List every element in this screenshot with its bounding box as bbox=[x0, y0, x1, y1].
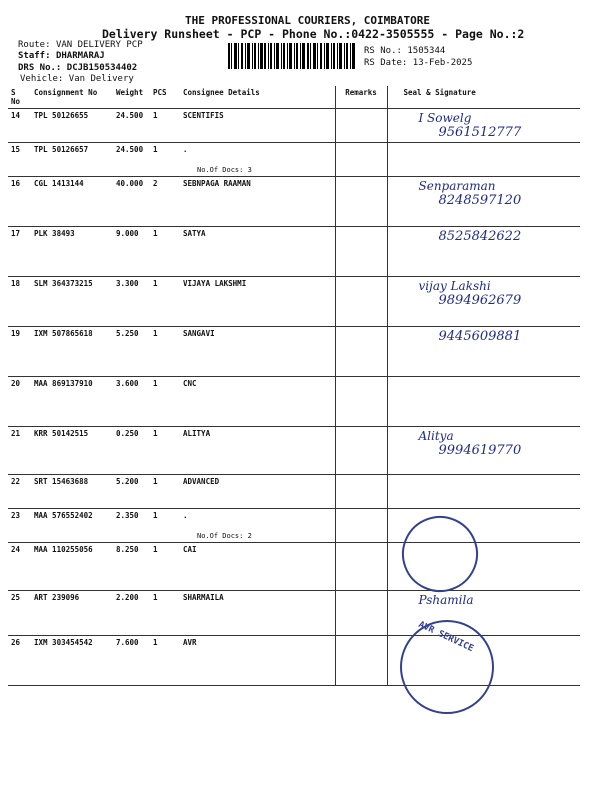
cell-signature bbox=[387, 377, 580, 427]
table-body bbox=[8, 109, 580, 686]
col-signature-header: Seal & Signature bbox=[387, 86, 580, 109]
cell-remarks bbox=[335, 227, 387, 277]
cell-pcs: 1 bbox=[150, 327, 180, 377]
cell-consignee bbox=[180, 377, 335, 427]
docs-count: No.Of Docs: 2 bbox=[197, 532, 252, 540]
consignee-name: SHARMAILA bbox=[183, 593, 224, 602]
cell-sno: 21 bbox=[8, 427, 31, 475]
table-row bbox=[8, 509, 580, 543]
table-row bbox=[8, 227, 580, 277]
cell-pcs: 1 bbox=[150, 143, 180, 177]
rs-date-value: 13-Feb-2025 bbox=[412, 58, 473, 68]
cell-signature bbox=[387, 143, 580, 177]
cell-sno: 19 bbox=[8, 327, 31, 377]
company-title: THE PROFESSIONAL COURIERS, COIMBATORE bbox=[185, 14, 431, 27]
cell-consignment: SLM 364373215 bbox=[31, 277, 113, 327]
cell-signature bbox=[387, 427, 580, 475]
service-stamp-text: AVR SERVICE bbox=[416, 619, 475, 655]
consignee-name: SEBNPAGA RAAMAN bbox=[183, 179, 251, 188]
cell-consignee bbox=[180, 509, 335, 543]
cell-weight: 7.600 bbox=[113, 636, 150, 686]
cell-remarks bbox=[335, 377, 387, 427]
col-remarks-header: Remarks bbox=[335, 86, 387, 109]
cell-pcs: 1 bbox=[150, 509, 180, 543]
cell-weight: 8.250 bbox=[113, 543, 150, 591]
cell-signature bbox=[387, 109, 580, 143]
cell-sno: 14 bbox=[8, 109, 31, 143]
table-row bbox=[8, 543, 580, 591]
vehicle-value: Van Delivery bbox=[68, 74, 134, 84]
cell-pcs: 1 bbox=[150, 636, 180, 686]
cell-sno: 20 bbox=[8, 377, 31, 427]
cell-sno: 25 bbox=[8, 591, 31, 636]
staff-line bbox=[18, 51, 105, 61]
cell-weight: 0.250 bbox=[113, 427, 150, 475]
cell-consignee bbox=[180, 543, 335, 591]
cell-sno: 18 bbox=[8, 277, 31, 327]
rs-date-line bbox=[364, 58, 472, 68]
col-consignment-header: Consignment No bbox=[31, 86, 113, 109]
cell-weight: 24.500 bbox=[113, 109, 150, 143]
route-label: Route: bbox=[18, 40, 51, 50]
signature-text: I Sowelg bbox=[418, 111, 472, 125]
cell-signature bbox=[387, 177, 580, 227]
consignee-name: SANGAVI bbox=[183, 329, 215, 338]
cell-consignee bbox=[180, 427, 335, 475]
cell-weight: 2.350 bbox=[113, 509, 150, 543]
cell-remarks bbox=[335, 509, 387, 543]
consignee-name: ALITYA bbox=[183, 429, 211, 438]
cell-sno: 15 bbox=[8, 143, 31, 177]
cell-consignee bbox=[180, 177, 335, 227]
cell-consignee bbox=[180, 636, 335, 686]
cell-sno: 17 bbox=[8, 227, 31, 277]
vehicle-line bbox=[20, 74, 134, 84]
cell-remarks bbox=[335, 327, 387, 377]
cell-pcs: 1 bbox=[150, 427, 180, 475]
rs-no-value: 1505344 bbox=[407, 46, 446, 56]
drs-label: DRS No.: bbox=[18, 63, 62, 73]
cell-consignment: MAA 576552402 bbox=[31, 509, 113, 543]
cell-weight: 9.000 bbox=[113, 227, 150, 277]
cell-consignee bbox=[180, 109, 335, 143]
cell-sno: 22 bbox=[8, 475, 31, 509]
cell-weight: 2.200 bbox=[113, 591, 150, 636]
cell-remarks bbox=[335, 109, 387, 143]
cell-sno: 16 bbox=[8, 177, 31, 227]
cell-consignment: PLK 38493 bbox=[31, 227, 113, 277]
cell-weight: 3.300 bbox=[113, 277, 150, 327]
cell-consignment: TPL 50126655 bbox=[31, 109, 113, 143]
drs-value: DCJB150534402 bbox=[66, 63, 138, 73]
table-row bbox=[8, 377, 580, 427]
table-row bbox=[8, 475, 580, 509]
cell-pcs: 2 bbox=[150, 177, 180, 227]
cell-signature bbox=[387, 227, 580, 277]
cell-weight: 24.500 bbox=[113, 143, 150, 177]
runsheet-subtitle: Delivery Runsheet - PCP - Phone No.:0422-3505555 - Page No.:2 bbox=[102, 27, 525, 41]
cell-consignee bbox=[180, 143, 335, 177]
cell-consignee bbox=[180, 227, 335, 277]
table-row bbox=[8, 636, 580, 686]
cell-remarks bbox=[335, 277, 387, 327]
cell-pcs: 1 bbox=[150, 591, 180, 636]
consignee-name: CNC bbox=[183, 379, 197, 388]
cell-pcs: 1 bbox=[150, 277, 180, 327]
signature-text: Alitya bbox=[418, 429, 454, 443]
cell-signature bbox=[387, 475, 580, 509]
table-row bbox=[8, 277, 580, 327]
signature-text: Senparaman bbox=[418, 179, 496, 193]
consignee-name: CAI bbox=[183, 545, 197, 554]
runsheet-table bbox=[8, 86, 580, 686]
col-sno-header: S No bbox=[8, 86, 31, 109]
cell-consignee bbox=[180, 591, 335, 636]
cell-signature bbox=[387, 277, 580, 327]
table-row bbox=[8, 327, 580, 377]
signature-phone: 8248597120 bbox=[438, 193, 522, 208]
consignee-name: . bbox=[183, 511, 188, 520]
cell-remarks bbox=[335, 591, 387, 636]
signature-phone: 9561512777 bbox=[438, 125, 522, 140]
signature-text: Pshamila bbox=[418, 593, 474, 607]
service-stamp bbox=[400, 620, 494, 714]
col-weight-header: Weight bbox=[113, 86, 150, 109]
vehicle-label: Vehicle: bbox=[20, 74, 64, 84]
signature-phone: 9445609881 bbox=[438, 329, 522, 344]
cell-consignment: ART 239096 bbox=[31, 591, 113, 636]
cell-remarks bbox=[335, 177, 387, 227]
rs-date-label: RS Date: bbox=[364, 58, 408, 68]
cell-weight: 3.600 bbox=[113, 377, 150, 427]
cell-weight: 5.200 bbox=[113, 475, 150, 509]
docs-count: No.Of Docs: 3 bbox=[197, 166, 252, 174]
cell-consignee bbox=[180, 327, 335, 377]
col-consignee-header: Consignee Details bbox=[180, 86, 335, 109]
cell-pcs: 1 bbox=[150, 475, 180, 509]
cell-consignment: TPL 50126657 bbox=[31, 143, 113, 177]
cell-weight: 5.250 bbox=[113, 327, 150, 377]
table-header-row bbox=[8, 86, 580, 109]
table-row bbox=[8, 591, 580, 636]
cell-sno: 24 bbox=[8, 543, 31, 591]
consignee-name: SCENTIFIS bbox=[183, 111, 224, 120]
consignee-name: ADVANCED bbox=[183, 477, 220, 486]
cell-remarks bbox=[335, 143, 387, 177]
consignee-name: AVR bbox=[183, 638, 197, 647]
table-row bbox=[8, 109, 580, 143]
consignee-name: . bbox=[183, 145, 188, 154]
cell-consignment: CGL 1413144 bbox=[31, 177, 113, 227]
cell-consignment: MAA 869137910 bbox=[31, 377, 113, 427]
cell-remarks bbox=[335, 475, 387, 509]
table-row bbox=[8, 177, 580, 227]
cell-consignment: KRR 50142515 bbox=[31, 427, 113, 475]
cell-pcs: 1 bbox=[150, 227, 180, 277]
cell-weight: 40.000 bbox=[113, 177, 150, 227]
route-value: VAN DELIVERY PCP bbox=[55, 40, 143, 50]
cell-consignment: IXM 303454542 bbox=[31, 636, 113, 686]
consignee-name: SATYA bbox=[183, 229, 206, 238]
rs-no-label: RS No.: bbox=[364, 46, 402, 56]
table-row bbox=[8, 143, 580, 177]
cell-pcs: 1 bbox=[150, 543, 180, 591]
cell-remarks bbox=[335, 427, 387, 475]
cell-signature bbox=[387, 327, 580, 377]
cell-pcs: 1 bbox=[150, 109, 180, 143]
cell-pcs: 1 bbox=[150, 377, 180, 427]
rs-no-line bbox=[364, 46, 445, 56]
cell-remarks bbox=[335, 543, 387, 591]
cell-sno: 26 bbox=[8, 636, 31, 686]
cell-consignee bbox=[180, 277, 335, 327]
barcode bbox=[228, 43, 356, 69]
cell-sno: 23 bbox=[8, 509, 31, 543]
cell-consignment: SRT 15463688 bbox=[31, 475, 113, 509]
staff-value: DHARMARAJ bbox=[55, 51, 105, 61]
cell-consignment: IXM 507865618 bbox=[31, 327, 113, 377]
col-pcs-header: PCS bbox=[150, 86, 180, 109]
signature-phone: 9894962679 bbox=[438, 293, 522, 308]
cell-consignment: MAA 110255056 bbox=[31, 543, 113, 591]
signature-phone: 8525842622 bbox=[438, 229, 522, 244]
staff-label: Staff: bbox=[18, 51, 51, 61]
cell-remarks bbox=[335, 636, 387, 686]
signature-text: vijay Lakshi bbox=[418, 279, 491, 293]
table-row bbox=[8, 427, 580, 475]
consignee-name: VIJAYA LAKSHMI bbox=[183, 279, 247, 288]
route-line bbox=[18, 40, 143, 50]
signature-phone: 9994619770 bbox=[438, 443, 522, 458]
cell-consignee bbox=[180, 475, 335, 509]
drs-line bbox=[18, 63, 137, 73]
